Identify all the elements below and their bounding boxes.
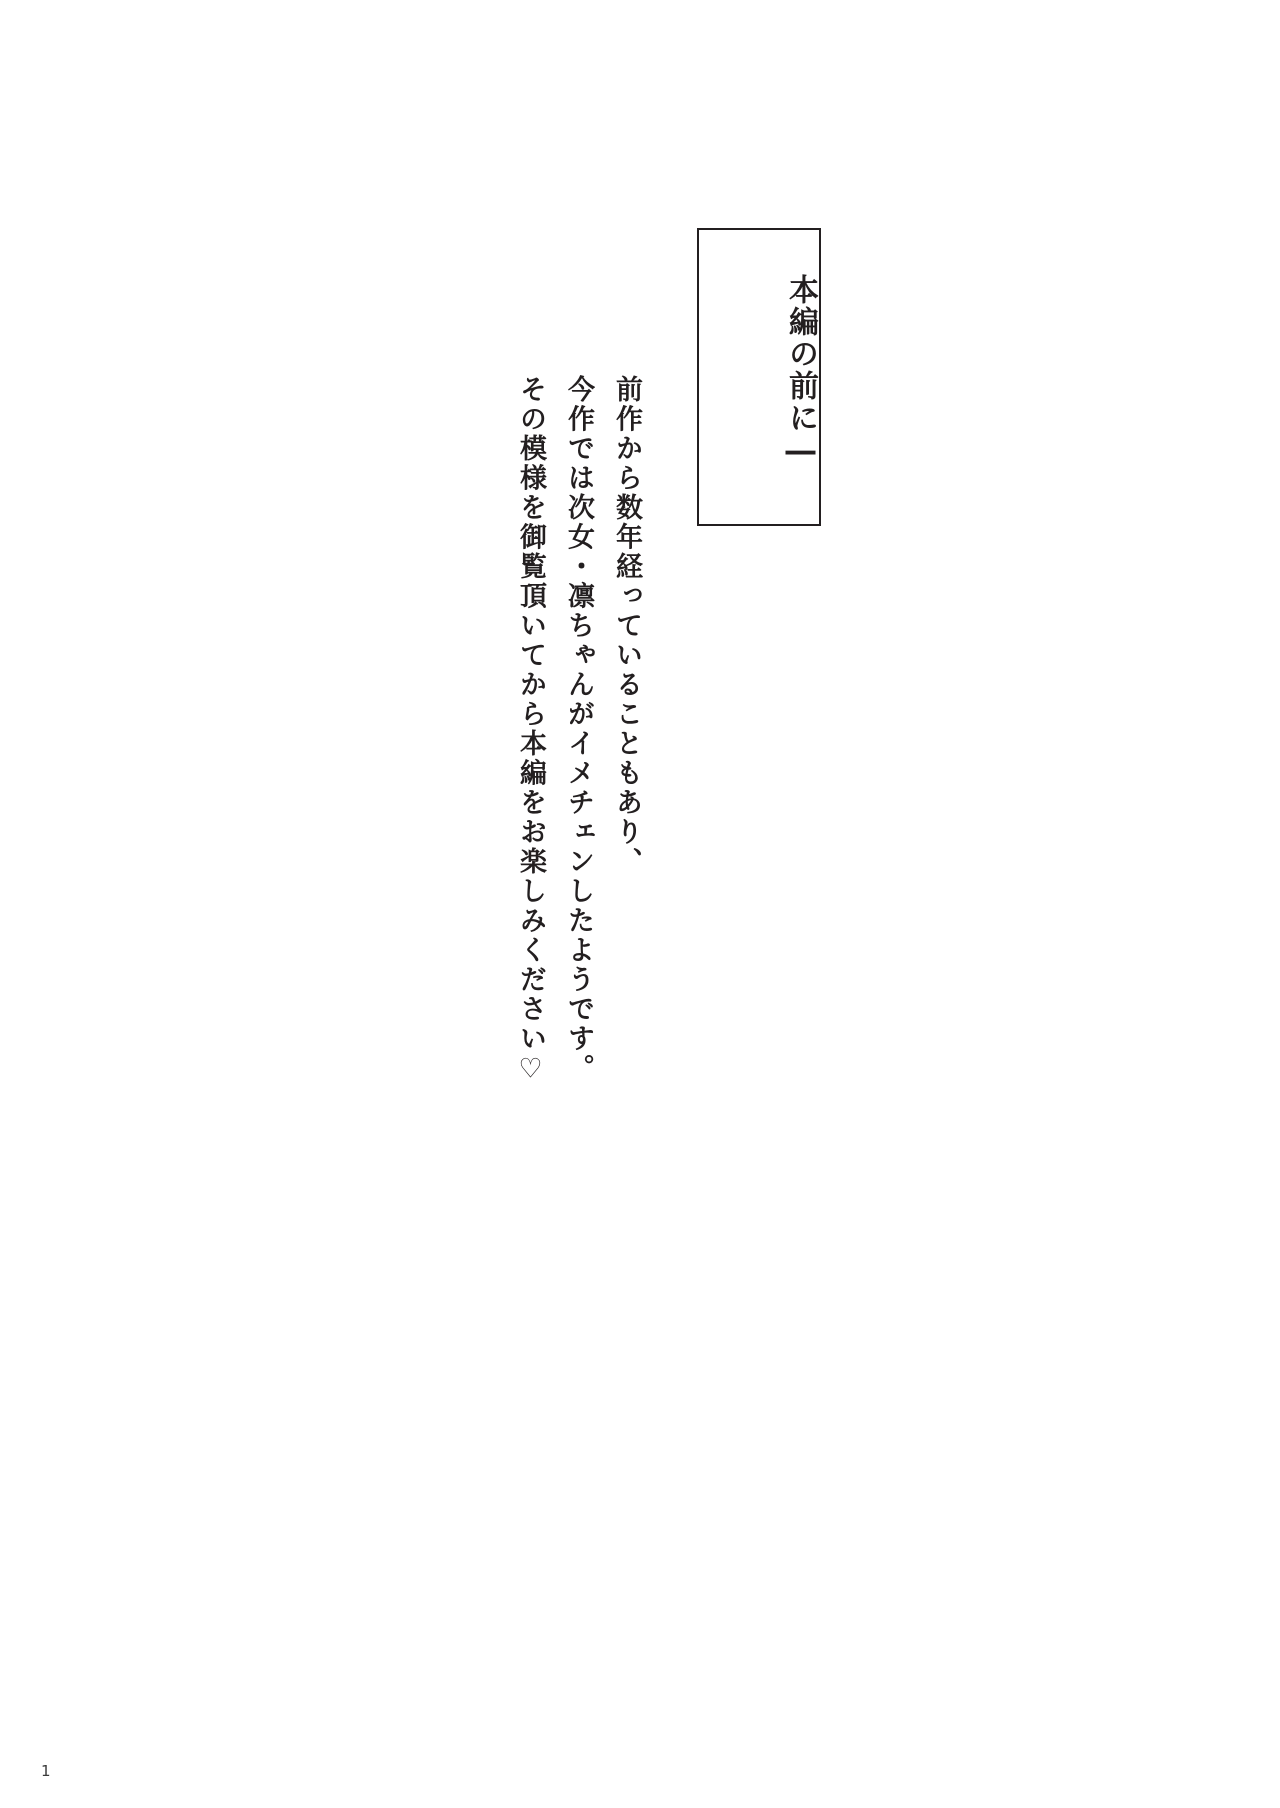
vertical-body-text	[450, 375, 640, 1205]
body-line-1: 前作から数年経っていることもあり、	[611, 375, 642, 877]
heading-title: 本編の前に―	[783, 274, 818, 471]
body-line-3: その模様を御覧頂いてから本編をお楽しみください♡	[515, 375, 546, 1087]
body-line-2: 今作では次女・凛ちゃんがイメチェンしたようです。	[563, 375, 594, 1083]
page-number: 1	[41, 1762, 51, 1780]
heading-box	[697, 228, 821, 526]
